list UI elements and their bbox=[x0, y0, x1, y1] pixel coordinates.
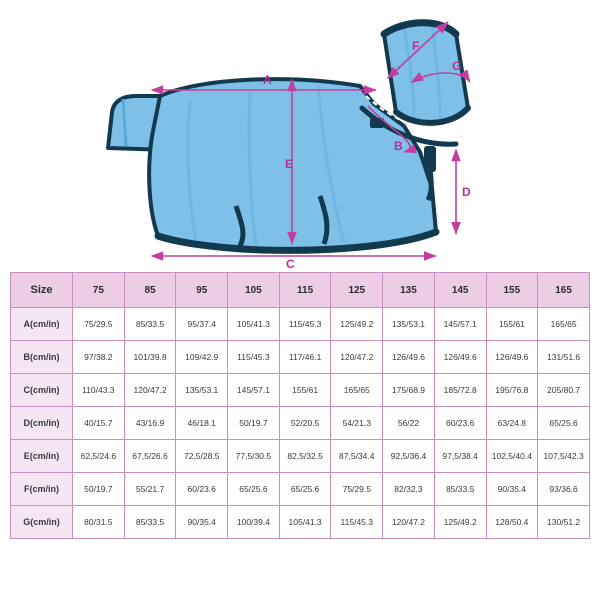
table-cell: 80/31.5 bbox=[73, 506, 125, 539]
label-F: F bbox=[412, 39, 420, 53]
label-C: C bbox=[286, 257, 295, 268]
table-cell: 54/21.3 bbox=[331, 407, 383, 440]
table-cell: 110/43.3 bbox=[73, 374, 125, 407]
table-cell: 95/37.4 bbox=[176, 308, 228, 341]
table-row bbox=[11, 308, 590, 341]
table-cell: 195/76.8 bbox=[486, 374, 538, 407]
table-cell: 126/49.6 bbox=[486, 341, 538, 374]
measurement-diagram bbox=[0, 0, 600, 268]
table-cell: 120/47.2 bbox=[383, 506, 435, 539]
table-header-cell: 115 bbox=[279, 273, 331, 308]
table-cell: 165/65 bbox=[538, 308, 590, 341]
table-cell: 43/16.9 bbox=[124, 407, 176, 440]
table-cell: 55/21.7 bbox=[124, 473, 176, 506]
table-cell: 60/23.6 bbox=[176, 473, 228, 506]
row-label: E(cm/in) bbox=[11, 440, 73, 473]
table-cell: 40/15.7 bbox=[73, 407, 125, 440]
table-cell: 90/35.4 bbox=[486, 473, 538, 506]
table-header-cell: 165 bbox=[538, 273, 590, 308]
table-cell: 92,5/36.4 bbox=[383, 440, 435, 473]
row-label: F(cm/in) bbox=[11, 473, 73, 506]
label-E: E bbox=[285, 157, 294, 171]
table-row bbox=[11, 341, 590, 374]
table-header-cell: 155 bbox=[486, 273, 538, 308]
table-cell: 46/18.1 bbox=[176, 407, 228, 440]
table-cell: 105/41.3 bbox=[228, 308, 280, 341]
table-cell: 126/49.6 bbox=[434, 341, 486, 374]
label-D: D bbox=[462, 185, 471, 199]
table-header-cell: 145 bbox=[434, 273, 486, 308]
table-header-cell: 95 bbox=[176, 273, 228, 308]
table-row bbox=[11, 506, 590, 539]
table-header-cell: 75 bbox=[73, 273, 125, 308]
table-cell: 85/33.5 bbox=[124, 308, 176, 341]
coat-graphic bbox=[108, 22, 468, 250]
table-cell: 125/49.2 bbox=[331, 308, 383, 341]
table-cell: 205/80.7 bbox=[538, 374, 590, 407]
table-cell: 115/45.3 bbox=[228, 341, 280, 374]
row-label: G(cm/in) bbox=[11, 506, 73, 539]
table-cell: 115/45.3 bbox=[279, 308, 331, 341]
table-header-row bbox=[11, 273, 590, 308]
table-cell: 60/23.6 bbox=[434, 407, 486, 440]
table-row bbox=[11, 407, 590, 440]
table-cell: 155/61 bbox=[486, 308, 538, 341]
table-cell: 50/19.7 bbox=[228, 407, 280, 440]
table-cell: 63/24.8 bbox=[486, 407, 538, 440]
table-cell: 120/47.2 bbox=[124, 374, 176, 407]
table-cell: 135/53.1 bbox=[176, 374, 228, 407]
table-cell: 97/38.2 bbox=[73, 341, 125, 374]
table-cell: 126/49.6 bbox=[383, 341, 435, 374]
table-cell: 135/53.1 bbox=[383, 308, 435, 341]
table-cell: 82,5/32.5 bbox=[279, 440, 331, 473]
row-label: D(cm/in) bbox=[11, 407, 73, 440]
table-cell: 67,5/26.6 bbox=[124, 440, 176, 473]
table-cell: 107,5/42.3 bbox=[538, 440, 590, 473]
table-cell: 77,5/30.5 bbox=[228, 440, 280, 473]
row-label: C(cm/in) bbox=[11, 374, 73, 407]
table-cell: 125/49.2 bbox=[434, 506, 486, 539]
table-cell: 72,5/28.5 bbox=[176, 440, 228, 473]
table-row bbox=[11, 440, 590, 473]
table-header-cell: 85 bbox=[124, 273, 176, 308]
table-cell: 65/25.6 bbox=[228, 473, 280, 506]
table-cell: 105/41.3 bbox=[279, 506, 331, 539]
table-cell: 102,5/40.4 bbox=[486, 440, 538, 473]
table-cell: 185/72.8 bbox=[434, 374, 486, 407]
row-label: B(cm/in) bbox=[11, 341, 73, 374]
table-cell: 131/51.6 bbox=[538, 341, 590, 374]
table-cell: 115/45.3 bbox=[331, 506, 383, 539]
table-cell: 165/65 bbox=[331, 374, 383, 407]
table-cell: 145/57.1 bbox=[434, 308, 486, 341]
table-cell: 101/39.8 bbox=[124, 341, 176, 374]
table-cell: 85/33.5 bbox=[124, 506, 176, 539]
size-chart bbox=[10, 272, 590, 539]
table-cell: 56/22 bbox=[383, 407, 435, 440]
table-cell: 130/51.2 bbox=[538, 506, 590, 539]
table-cell: 90/35.4 bbox=[176, 506, 228, 539]
table-cell: 117/46.1 bbox=[279, 341, 331, 374]
table-cell: 97,5/38.4 bbox=[434, 440, 486, 473]
table-header-cell: Size bbox=[11, 273, 73, 308]
table-cell: 145/57.1 bbox=[228, 374, 280, 407]
table-cell: 85/33.5 bbox=[434, 473, 486, 506]
table-cell: 52/20.5 bbox=[279, 407, 331, 440]
table-cell: 62,5/24.6 bbox=[73, 440, 125, 473]
table-cell: 93/36.6 bbox=[538, 473, 590, 506]
belly-strap-buckle bbox=[424, 146, 436, 172]
table-cell: 75/29.5 bbox=[73, 308, 125, 341]
table-cell: 65/25.6 bbox=[279, 473, 331, 506]
label-G: G bbox=[452, 59, 462, 73]
size-table bbox=[10, 272, 590, 539]
label-A: A bbox=[263, 73, 272, 87]
table-row bbox=[11, 374, 590, 407]
table-cell: 75/29.5 bbox=[331, 473, 383, 506]
table-cell: 50/19.7 bbox=[73, 473, 125, 506]
table-cell: 128/50.4 bbox=[486, 506, 538, 539]
table-cell: 100/39.4 bbox=[228, 506, 280, 539]
label-B: B bbox=[394, 139, 403, 153]
table-header-cell: 135 bbox=[383, 273, 435, 308]
table-header-cell: 105 bbox=[228, 273, 280, 308]
table-header-cell: 125 bbox=[331, 273, 383, 308]
table-cell: 155/61 bbox=[279, 374, 331, 407]
table-cell: 175/68.9 bbox=[383, 374, 435, 407]
table-cell: 65/25.6 bbox=[538, 407, 590, 440]
table-cell: 87,5/34.4 bbox=[331, 440, 383, 473]
table-cell: 82/32.3 bbox=[383, 473, 435, 506]
table-cell: 120/47.2 bbox=[331, 341, 383, 374]
table-cell: 109/42.9 bbox=[176, 341, 228, 374]
row-label: A(cm/in) bbox=[11, 308, 73, 341]
table-row bbox=[11, 473, 590, 506]
